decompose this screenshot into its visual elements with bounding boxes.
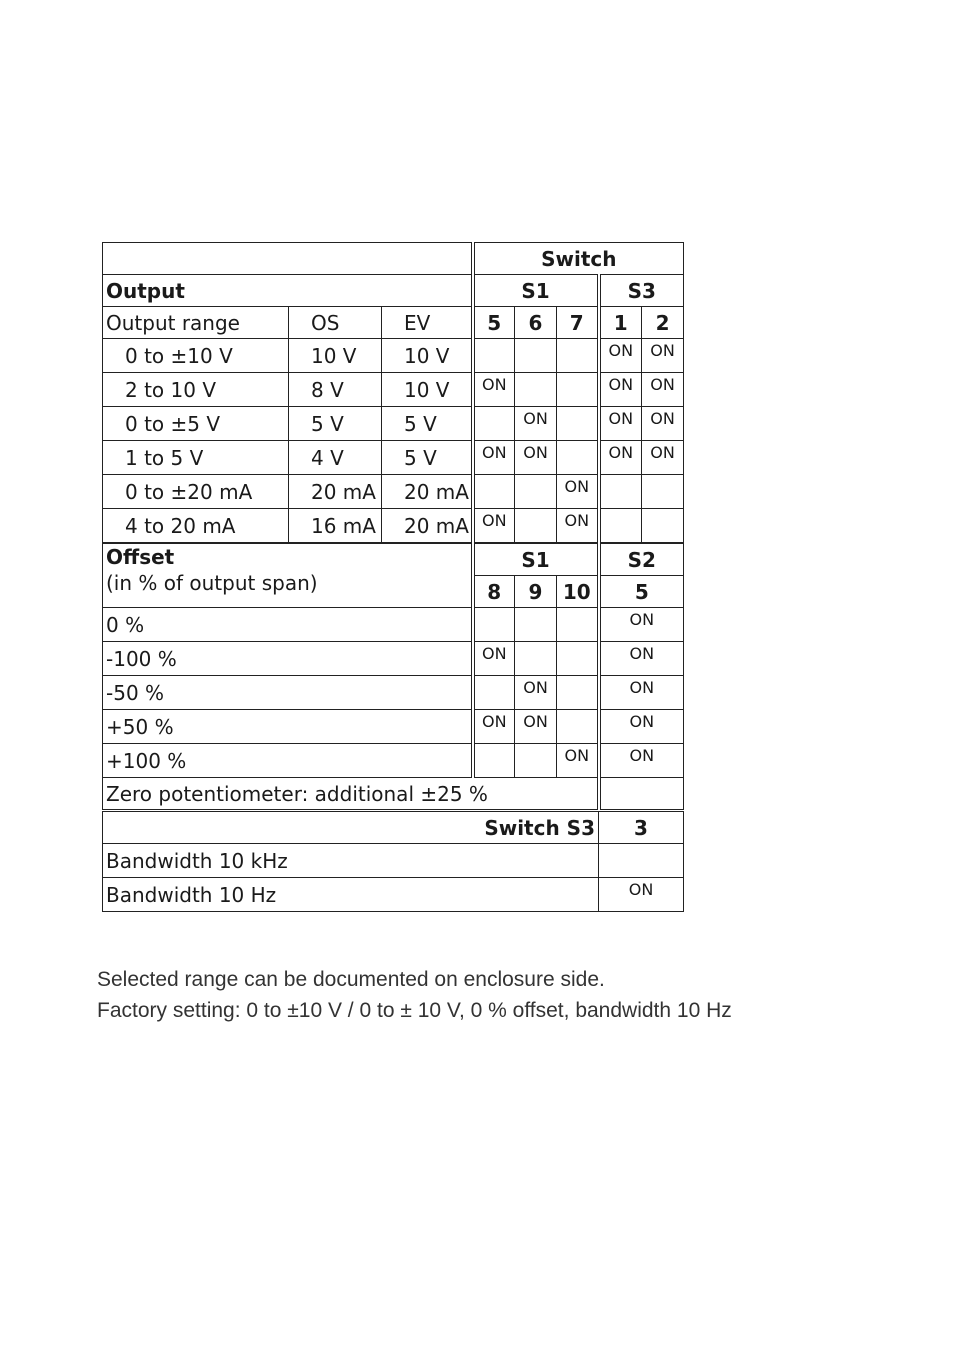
- ev-cell: 10 V: [382, 373, 473, 407]
- offset-subtitle: (in % of output span): [106, 571, 318, 595]
- switch-cell: ON: [473, 373, 515, 407]
- table-row: [103, 744, 684, 778]
- os-cell: 20 mA: [289, 475, 382, 509]
- switch-cell: ON: [599, 676, 684, 710]
- table-row: [103, 608, 684, 642]
- pin-s2-5: 5: [599, 576, 684, 608]
- table-row: [103, 373, 684, 407]
- switch-cell: [473, 676, 515, 710]
- table-row: [103, 710, 684, 744]
- table-row: [103, 441, 684, 475]
- table-row: [103, 642, 684, 676]
- switch-cell: [515, 608, 557, 642]
- switch-cell: ON: [599, 441, 642, 475]
- switch-cell: ON: [557, 509, 599, 543]
- switch-cell: [473, 744, 515, 778]
- switch-cell: [642, 509, 684, 543]
- switch-s3-header: Switch S3: [103, 812, 599, 844]
- table-row: [103, 475, 684, 509]
- switch-cell: ON: [599, 339, 642, 373]
- switch-cell: [557, 642, 599, 676]
- switch-cell: ON: [599, 878, 684, 912]
- pin-s1-9: 9: [515, 576, 557, 608]
- switch-cell: ON: [599, 710, 684, 744]
- s2-header: S2: [599, 544, 684, 576]
- pin-s3-2: 2: [642, 307, 684, 339]
- ev-cell: 5 V: [382, 441, 473, 475]
- switch-cell: [557, 441, 599, 475]
- switch-cell: [515, 373, 557, 407]
- switch-cell: ON: [599, 608, 684, 642]
- table-row: [103, 676, 684, 710]
- switch-cell: [599, 844, 684, 878]
- switch-cell: ON: [599, 642, 684, 676]
- note-factory-setting: Factory setting: 0 to ±10 V / 0 to ± 10 V, 0 % offset, bandwidth 10 Hz: [97, 999, 732, 1022]
- switch-cell: [515, 339, 557, 373]
- switch-cell: [557, 608, 599, 642]
- switch-cell: [473, 475, 515, 509]
- switch-cell: [473, 608, 515, 642]
- switch-cell: ON: [599, 407, 642, 441]
- switch-cell: ON: [473, 441, 515, 475]
- switch-cell: [515, 475, 557, 509]
- os-cell: 10 V: [289, 339, 382, 373]
- switch-cell: ON: [642, 407, 684, 441]
- pin-s3-3: 3: [599, 812, 684, 844]
- offset-cell: +50 %: [103, 710, 473, 744]
- range-cell: 1 to 5 V: [103, 441, 289, 475]
- s1-header: S1: [473, 275, 599, 307]
- switch-cell: ON: [642, 339, 684, 373]
- switch-cell: ON: [473, 710, 515, 744]
- bandwidth-table: [102, 811, 684, 912]
- table-row: [103, 878, 684, 912]
- switch-cell: [515, 744, 557, 778]
- range-cell: 0 to ±20 mA: [103, 475, 289, 509]
- switch-cell: ON: [642, 373, 684, 407]
- pin-s1-7: 7: [557, 307, 599, 339]
- switch-cell: ON: [515, 441, 557, 475]
- pin-s1-6: 6: [515, 307, 557, 339]
- offset-cell: -50 %: [103, 676, 473, 710]
- switch-cell: [599, 778, 684, 810]
- range-cell: 4 to 20 mA: [103, 509, 289, 543]
- table-row: [103, 509, 684, 543]
- switch-cell: [642, 475, 684, 509]
- os-cell: 4 V: [289, 441, 382, 475]
- switch-cell: [599, 509, 642, 543]
- zero-potentiometer-cell: Zero potentiometer: additional ±25 %: [103, 778, 599, 810]
- switch-cell: ON: [642, 441, 684, 475]
- bandwidth-cell: Bandwidth 10 Hz: [103, 878, 599, 912]
- s1-header: S1: [473, 544, 599, 576]
- switch-cell: ON: [599, 373, 642, 407]
- switch-cell: [557, 373, 599, 407]
- switch-cell: ON: [557, 744, 599, 778]
- switch-cell: [515, 509, 557, 543]
- pin-s1-10: 10: [557, 576, 599, 608]
- table-row: [103, 407, 684, 441]
- offset-cell: 0 %: [103, 608, 473, 642]
- range-cell: 0 to ±10 V: [103, 339, 289, 373]
- note-documented: Selected range can be documented on enclosure side.: [97, 968, 605, 991]
- switch-cell: [557, 710, 599, 744]
- os-cell: 8 V: [289, 373, 382, 407]
- pin-s3-1: 1: [599, 307, 642, 339]
- pin-s1-8: 8: [473, 576, 515, 608]
- offset-cell: -100 %: [103, 642, 473, 676]
- switch-cell: ON: [515, 710, 557, 744]
- output-label: Output: [103, 275, 473, 307]
- switch-cell: ON: [473, 509, 515, 543]
- os-cell: 16 mA: [289, 509, 382, 543]
- range-cell: 2 to 10 V: [103, 373, 289, 407]
- ev-cell: 20 mA: [382, 509, 473, 543]
- table-row: [103, 778, 684, 810]
- switch-cell: [599, 475, 642, 509]
- switch-cell: [557, 339, 599, 373]
- switch-cell: ON: [515, 676, 557, 710]
- s3-header: S3: [599, 275, 684, 307]
- offset-title: Offset: [106, 545, 175, 569]
- offset-table: [102, 543, 684, 810]
- table-row: [103, 844, 684, 878]
- switch-cell: ON: [473, 642, 515, 676]
- output-range-table: [102, 242, 684, 543]
- switch-cell: [515, 642, 557, 676]
- switch-cell: [473, 339, 515, 373]
- switch-cell: [557, 676, 599, 710]
- pin-s1-5: 5: [473, 307, 515, 339]
- switch-cell: ON: [557, 475, 599, 509]
- bandwidth-cell: Bandwidth 10 kHz: [103, 844, 599, 878]
- col-ev: EV: [382, 307, 473, 339]
- ev-cell: 5 V: [382, 407, 473, 441]
- offset-header-cell: [103, 544, 473, 608]
- col-output-range: Output range: [103, 307, 289, 339]
- table-row: [103, 339, 684, 373]
- blank-header-cell: [103, 243, 473, 275]
- switch-cell: ON: [599, 744, 684, 778]
- ev-cell: 10 V: [382, 339, 473, 373]
- os-cell: 5 V: [289, 407, 382, 441]
- ev-cell: 20 mA: [382, 475, 473, 509]
- switch-cell: ON: [515, 407, 557, 441]
- switch-cell: [557, 407, 599, 441]
- range-cell: 0 to ±5 V: [103, 407, 289, 441]
- col-os: OS: [289, 307, 382, 339]
- switch-header: Switch: [473, 243, 684, 275]
- switch-cell: [473, 407, 515, 441]
- offset-cell: +100 %: [103, 744, 473, 778]
